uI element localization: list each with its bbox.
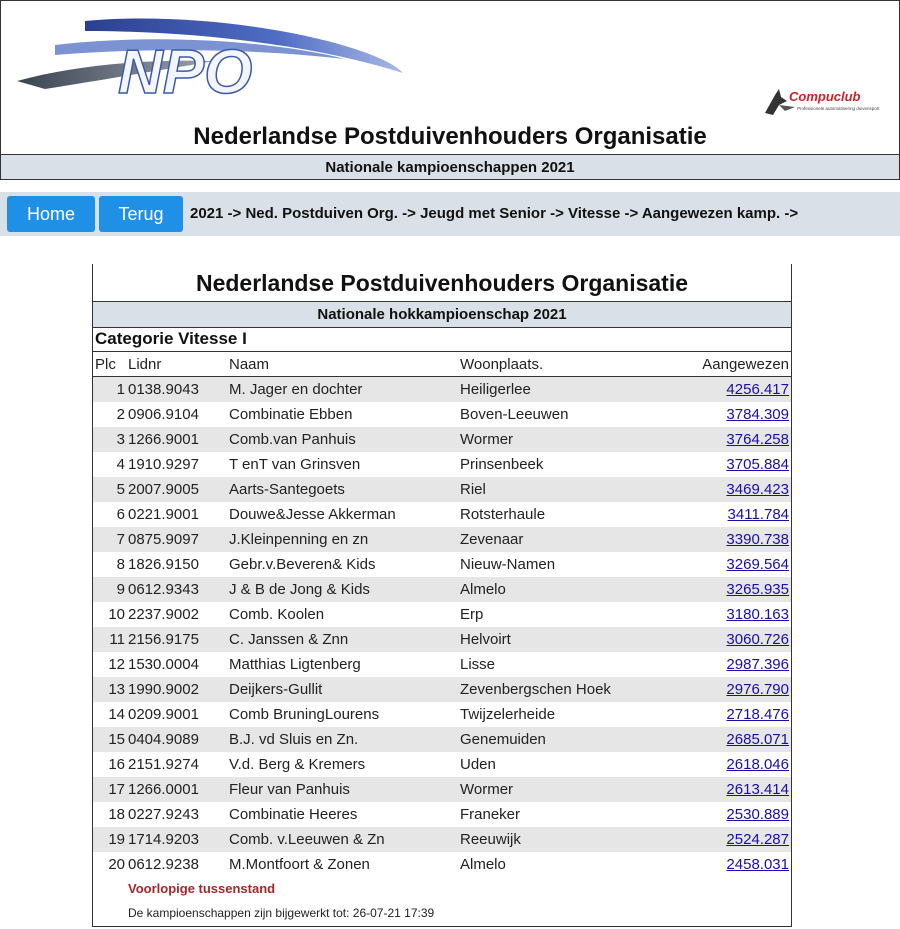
cell-lidnr: 1266.0001: [128, 781, 199, 798]
championship-subtitle: Nationale kampioenschappen 2021: [1, 154, 899, 179]
cell-woonplaats: Uden: [460, 756, 496, 773]
cell-lidnr: 1826.9150: [128, 556, 199, 573]
cell-aangewezen-link[interactable]: 3705.884: [726, 456, 789, 473]
table-row: [93, 452, 791, 477]
cell-lidnr: 2151.9274: [128, 756, 199, 773]
table-row: [93, 577, 791, 602]
category-title: Categorie Vitesse I: [95, 329, 247, 348]
cell-plc: 18: [108, 806, 125, 823]
cell-woonplaats: Almelo: [460, 856, 506, 873]
table-row: [93, 852, 791, 877]
cell-lidnr: 0138.9043: [128, 381, 199, 398]
results-panel: [92, 264, 792, 927]
cell-lidnr: 0209.9001: [128, 706, 199, 723]
cell-plc: 16: [108, 756, 125, 773]
cell-aangewezen-link[interactable]: 3265.935: [726, 581, 789, 598]
cell-naam: T enT van Grinsven: [229, 456, 361, 473]
cell-naam: J & B de Jong & Kids: [229, 581, 370, 598]
cell-lidnr: 1910.9297: [128, 456, 199, 473]
table-row: [93, 602, 791, 627]
cell-woonplaats: Boven-Leeuwen: [460, 406, 569, 423]
cell-woonplaats: Twijzelerheide: [460, 706, 556, 723]
cell-naam: V.d. Berg & Kremers: [229, 756, 366, 773]
column-header-naam: Naam: [229, 356, 270, 373]
table-row: [93, 527, 791, 552]
table-row: [93, 427, 791, 452]
column-header-woonplaats: Woonplaats.: [460, 356, 544, 373]
cell-plc: 13: [108, 681, 125, 698]
cell-plc: 17: [108, 781, 125, 798]
npo-logo: [15, 15, 405, 106]
cell-lidnr: 2007.9005: [128, 481, 199, 498]
cell-woonplaats: Genemuiden: [460, 731, 546, 748]
cell-lidnr: 1530.0004: [128, 656, 199, 673]
cell-plc: 20: [108, 856, 125, 873]
cell-woonplaats: Helvoirt: [460, 631, 511, 648]
results-title: Nederlandse Postduivenhouders Organisatie: [195, 270, 689, 296]
cell-woonplaats: Prinsenbeek: [460, 456, 544, 473]
table-row: [93, 677, 791, 702]
cell-aangewezen-link[interactable]: 3411.784: [727, 506, 789, 523]
cell-naam: Douwe&Jesse Akkerman: [229, 506, 396, 523]
cell-lidnr: 0612.9343: [128, 581, 199, 598]
cell-naam: C. Janssen & Znn: [229, 631, 349, 648]
cell-aangewezen-link[interactable]: 2618.046: [726, 756, 789, 773]
cell-aangewezen-link[interactable]: 2976.790: [726, 681, 789, 698]
cell-aangewezen-link[interactable]: 3269.564: [726, 556, 789, 573]
cell-naam: B.J. vd Sluis en Zn.: [229, 731, 359, 748]
cell-aangewezen-link[interactable]: 3390.738: [726, 531, 789, 548]
cell-woonplaats: Almelo: [460, 581, 506, 598]
cell-woonplaats: Rotsterhaule: [460, 506, 546, 523]
cell-plc: 9: [116, 581, 125, 598]
breadcrumb: 2021 -> Ned. Postduiven Org. -> Jeugd met Senior -> Vitesse -> Aangewezen kamp. ->: [190, 205, 799, 222]
cell-plc: 14: [108, 706, 125, 723]
cell-lidnr: 0227.9243: [128, 806, 199, 823]
back-button[interactable]: Terug: [99, 196, 183, 232]
cell-aangewezen-link[interactable]: 4256.417: [726, 381, 789, 398]
cell-plc: 3: [116, 431, 125, 448]
divider: [93, 351, 791, 352]
cell-naam: Comb. v.Leeuwen & Zn: [229, 831, 385, 848]
table-row: [93, 652, 791, 677]
cell-naam: M. Jager en dochter: [229, 381, 363, 398]
cell-woonplaats: Reeuwijk: [460, 831, 521, 848]
table-row: [93, 502, 791, 527]
cell-woonplaats: Lisse: [460, 656, 496, 673]
table-row: [93, 402, 791, 427]
table-row: [93, 477, 791, 502]
cell-aangewezen-link[interactable]: 3060.726: [726, 631, 789, 648]
cell-naam: Combinatie Heeres: [229, 806, 358, 823]
cell-naam: Combinatie Ebben: [229, 406, 353, 423]
cell-naam: Comb BruningLourens: [229, 706, 380, 723]
compuclub-logo[interactable]: [761, 85, 897, 124]
cell-woonplaats: Nieuw-Namen: [460, 556, 556, 573]
cell-plc: 15: [108, 731, 125, 748]
logo-text: NPO: [118, 38, 253, 101]
cell-plc: 7: [116, 531, 125, 548]
npo-logo-graphic: [15, 15, 405, 101]
cell-aangewezen-link[interactable]: 3180.163: [726, 606, 789, 623]
cell-lidnr: 0221.9001: [128, 506, 199, 523]
cell-woonplaats: Heiligerlee: [460, 381, 531, 398]
cell-aangewezen-link[interactable]: 2987.396: [726, 656, 789, 673]
cell-naam: Deijkers-Gullit: [229, 681, 323, 698]
cell-plc: 5: [116, 481, 125, 498]
cell-aangewezen-link[interactable]: 2613.414: [726, 781, 789, 798]
cell-lidnr: 0875.9097: [128, 531, 199, 548]
status-label: Voorlopige tussenstand: [128, 881, 276, 896]
page-header: [0, 0, 900, 180]
cell-woonplaats: Riel: [460, 481, 486, 498]
table-row: [93, 827, 791, 852]
cell-naam: Matthias Ligtenberg: [229, 656, 361, 673]
table-row: [93, 702, 791, 727]
cell-aangewezen-link[interactable]: 2530.889: [726, 806, 789, 823]
cell-lidnr: 1990.9002: [128, 681, 199, 698]
cell-plc: 11: [109, 631, 125, 648]
cell-lidnr: 0612.9238: [128, 856, 199, 873]
cell-woonplaats: Zevenaar: [460, 531, 524, 548]
cell-plc: 4: [116, 456, 125, 473]
cell-plc: 12: [108, 656, 125, 673]
cell-naam: Comb. Koolen: [229, 606, 325, 623]
table-row: [93, 752, 791, 777]
sponsor-name: Compuclub: [789, 89, 861, 104]
cell-woonplaats: Zevenbergschen Hoek: [460, 681, 611, 698]
results-table: [93, 377, 791, 877]
cell-plc: 19: [108, 831, 125, 848]
table-row: [93, 777, 791, 802]
cell-aangewezen-link[interactable]: 2718.476: [726, 706, 789, 723]
table-row: [93, 627, 791, 652]
column-header-lidnr: Lidnr: [128, 356, 162, 373]
cell-aangewezen-link[interactable]: 3764.258: [726, 431, 789, 448]
table-row: [93, 727, 791, 752]
cell-plc: 6: [116, 506, 125, 523]
cell-lidnr: 1266.9001: [128, 431, 199, 448]
cell-lidnr: 1714.9203: [128, 831, 199, 848]
results-subtitle: Nationale hokkampioenschap 2021: [93, 301, 791, 328]
cell-naam: Comb.van Panhuis: [229, 431, 356, 448]
cell-aangewezen-link[interactable]: 2458.031: [726, 856, 789, 873]
cell-plc: 10: [108, 606, 125, 623]
cell-lidnr: 0404.9089: [128, 731, 199, 748]
cell-lidnr: 2237.9002: [128, 606, 199, 623]
cell-naam: Fleur van Panhuis: [229, 781, 350, 798]
sponsor-tagline: Professionele automatisering duivensport: [797, 106, 880, 111]
last-updated-text: De kampioenschappen zijn bijgewerkt tot: 26-07-21 17:39: [128, 906, 435, 920]
cell-lidnr: 0906.9104: [128, 406, 199, 423]
cell-naam: M.Montfoort & Zonen: [229, 856, 370, 873]
cell-plc: 8: [116, 556, 125, 573]
table-row: [93, 802, 791, 827]
cell-woonplaats: Erp: [460, 606, 484, 623]
navigation-bar: [0, 192, 900, 236]
table-row: [93, 377, 791, 402]
cell-aangewezen-link[interactable]: 2685.071: [726, 731, 789, 748]
column-header-plc: Plc: [95, 356, 116, 373]
cell-aangewezen-link[interactable]: 3469.423: [726, 481, 789, 498]
cell-naam: J.Kleinpenning en zn: [229, 531, 369, 548]
sponsor-graphic: [761, 85, 897, 119]
home-button[interactable]: Home: [7, 196, 95, 232]
cell-plc: 1: [116, 381, 125, 398]
cell-naam: Aarts-Santegoets: [229, 481, 345, 498]
org-title: Nederlandse Postduivenhouders Organisatie: [193, 123, 707, 150]
cell-plc: 2: [116, 406, 125, 423]
cell-naam: Gebr.v.Beveren& Kids: [229, 556, 376, 573]
cell-woonplaats: Wormer: [460, 431, 514, 448]
column-header-aangewezen: Aangewezen: [702, 356, 789, 373]
cell-aangewezen-link[interactable]: 3784.309: [726, 406, 789, 423]
cell-woonplaats: Wormer: [460, 781, 514, 798]
cell-lidnr: 2156.9175: [128, 631, 199, 648]
cell-aangewezen-link[interactable]: 2524.287: [726, 831, 789, 848]
pigeon-icon: [765, 89, 787, 115]
table-row: [93, 552, 791, 577]
cell-woonplaats: Franeker: [460, 806, 521, 823]
